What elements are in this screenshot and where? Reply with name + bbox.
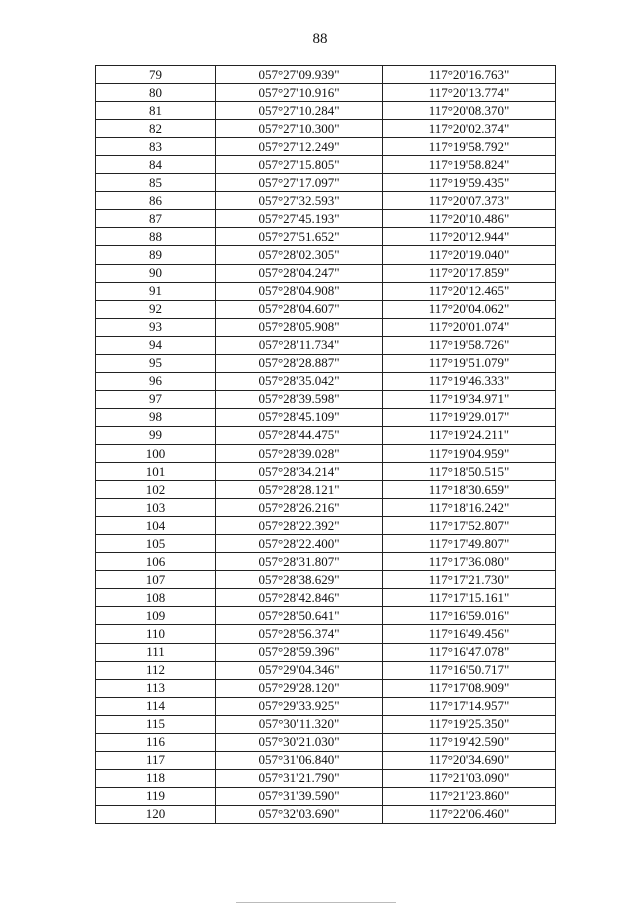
point-number-cell: 108 bbox=[96, 589, 216, 607]
table-row bbox=[96, 210, 556, 228]
point-number-cell: 93 bbox=[96, 318, 216, 336]
latitude-cell: 057°32'03.690" bbox=[216, 805, 383, 823]
longitude-cell: 117°20'10.486" bbox=[383, 210, 556, 228]
longitude-cell: 117°21'23.860" bbox=[383, 787, 556, 805]
table-row bbox=[96, 481, 556, 499]
longitude-cell: 117°20'34.690" bbox=[383, 751, 556, 769]
latitude-cell: 057°29'33.925" bbox=[216, 697, 383, 715]
table-row bbox=[96, 769, 556, 787]
table-row bbox=[96, 787, 556, 805]
longitude-cell: 117°17'36.080" bbox=[383, 553, 556, 571]
table-row bbox=[96, 715, 556, 733]
longitude-cell: 117°16'50.717" bbox=[383, 661, 556, 679]
latitude-cell: 057°28'04.908" bbox=[216, 282, 383, 300]
table-row bbox=[96, 318, 556, 336]
table-row bbox=[96, 553, 556, 571]
point-number-cell: 92 bbox=[96, 300, 216, 318]
point-number-cell: 83 bbox=[96, 138, 216, 156]
latitude-cell: 057°28'50.641" bbox=[216, 607, 383, 625]
latitude-cell: 057°30'21.030" bbox=[216, 733, 383, 751]
longitude-cell: 117°19'58.726" bbox=[383, 336, 556, 354]
page-number: 88 bbox=[312, 31, 328, 47]
longitude-cell: 117°18'50.515" bbox=[383, 463, 556, 481]
latitude-cell: 057°28'22.400" bbox=[216, 535, 383, 553]
point-number-cell: 101 bbox=[96, 463, 216, 481]
latitude-cell: 057°28'11.734" bbox=[216, 336, 383, 354]
latitude-cell: 057°28'56.374" bbox=[216, 625, 383, 643]
coordinates-table-body bbox=[96, 66, 556, 824]
point-number-cell: 104 bbox=[96, 517, 216, 535]
longitude-cell: 117°16'59.016" bbox=[383, 607, 556, 625]
table-row bbox=[96, 354, 556, 372]
table-row bbox=[96, 66, 556, 84]
point-number-cell: 94 bbox=[96, 336, 216, 354]
point-number-cell: 97 bbox=[96, 390, 216, 408]
point-number-cell: 84 bbox=[96, 156, 216, 174]
point-number-cell: 113 bbox=[96, 679, 216, 697]
latitude-cell: 057°28'28.887" bbox=[216, 354, 383, 372]
point-number-cell: 116 bbox=[96, 733, 216, 751]
table-row bbox=[96, 589, 556, 607]
latitude-cell: 057°28'44.475" bbox=[216, 426, 383, 444]
latitude-cell: 057°28'45.109" bbox=[216, 408, 383, 426]
latitude-cell: 057°27'15.805" bbox=[216, 156, 383, 174]
point-number-cell: 85 bbox=[96, 174, 216, 192]
point-number-cell: 87 bbox=[96, 210, 216, 228]
longitude-cell: 117°19'58.792" bbox=[383, 138, 556, 156]
point-number-cell: 82 bbox=[96, 120, 216, 138]
latitude-cell: 057°28'28.121" bbox=[216, 481, 383, 499]
table-row bbox=[96, 805, 556, 823]
longitude-cell: 117°19'04.959" bbox=[383, 444, 556, 462]
table-row bbox=[96, 426, 556, 444]
table-row bbox=[96, 535, 556, 553]
point-number-cell: 91 bbox=[96, 282, 216, 300]
point-number-cell: 114 bbox=[96, 697, 216, 715]
latitude-cell: 057°28'59.396" bbox=[216, 643, 383, 661]
table-row bbox=[96, 733, 556, 751]
latitude-cell: 057°27'12.249" bbox=[216, 138, 383, 156]
longitude-cell: 117°21'03.090" bbox=[383, 769, 556, 787]
latitude-cell: 057°28'38.629" bbox=[216, 571, 383, 589]
point-number-cell: 90 bbox=[96, 264, 216, 282]
point-number-cell: 109 bbox=[96, 607, 216, 625]
table-row bbox=[96, 120, 556, 138]
longitude-cell: 117°22'06.460" bbox=[383, 805, 556, 823]
longitude-cell: 117°19'46.333" bbox=[383, 372, 556, 390]
longitude-cell: 117°19'42.590" bbox=[383, 733, 556, 751]
latitude-cell: 057°27'45.193" bbox=[216, 210, 383, 228]
longitude-cell: 117°20'12.465" bbox=[383, 282, 556, 300]
latitude-cell: 057°27'10.300" bbox=[216, 120, 383, 138]
longitude-cell: 117°19'59.435" bbox=[383, 174, 556, 192]
latitude-cell: 057°28'34.214" bbox=[216, 463, 383, 481]
table-row bbox=[96, 102, 556, 120]
latitude-cell: 057°27'32.593" bbox=[216, 192, 383, 210]
longitude-cell: 117°17'08.909" bbox=[383, 679, 556, 697]
point-number-cell: 107 bbox=[96, 571, 216, 589]
longitude-cell: 117°17'14.957" bbox=[383, 697, 556, 715]
table-row bbox=[96, 174, 556, 192]
latitude-cell: 057°28'05.908" bbox=[216, 318, 383, 336]
point-number-cell: 99 bbox=[96, 426, 216, 444]
longitude-cell: 117°20'17.859" bbox=[383, 264, 556, 282]
point-number-cell: 120 bbox=[96, 805, 216, 823]
latitude-cell: 057°27'51.652" bbox=[216, 228, 383, 246]
table-row bbox=[96, 444, 556, 462]
table-row bbox=[96, 372, 556, 390]
latitude-cell: 057°28'04.247" bbox=[216, 264, 383, 282]
latitude-cell: 057°27'10.916" bbox=[216, 84, 383, 102]
longitude-cell: 117°19'34.971" bbox=[383, 390, 556, 408]
point-number-cell: 88 bbox=[96, 228, 216, 246]
latitude-cell: 057°28'26.216" bbox=[216, 499, 383, 517]
longitude-cell: 117°16'49.456" bbox=[383, 625, 556, 643]
table-row bbox=[96, 408, 556, 426]
latitude-cell: 057°31'21.790" bbox=[216, 769, 383, 787]
table-row bbox=[96, 336, 556, 354]
point-number-cell: 110 bbox=[96, 625, 216, 643]
point-number-cell: 102 bbox=[96, 481, 216, 499]
longitude-cell: 117°19'25.350" bbox=[383, 715, 556, 733]
latitude-cell: 057°28'35.042" bbox=[216, 372, 383, 390]
longitude-cell: 117°17'49.807" bbox=[383, 535, 556, 553]
table-row bbox=[96, 463, 556, 481]
longitude-cell: 117°18'16.242" bbox=[383, 499, 556, 517]
latitude-cell: 057°29'28.120" bbox=[216, 679, 383, 697]
point-number-cell: 95 bbox=[96, 354, 216, 372]
longitude-cell: 117°17'15.161" bbox=[383, 589, 556, 607]
point-number-cell: 106 bbox=[96, 553, 216, 571]
latitude-cell: 057°28'02.305" bbox=[216, 246, 383, 264]
point-number-cell: 103 bbox=[96, 499, 216, 517]
table-row bbox=[96, 697, 556, 715]
latitude-cell: 057°28'31.807" bbox=[216, 553, 383, 571]
longitude-cell: 117°20'04.062" bbox=[383, 300, 556, 318]
table-row bbox=[96, 517, 556, 535]
point-number-cell: 96 bbox=[96, 372, 216, 390]
latitude-cell: 057°28'22.392" bbox=[216, 517, 383, 535]
longitude-cell: 117°20'13.774" bbox=[383, 84, 556, 102]
table-row bbox=[96, 264, 556, 282]
point-number-cell: 79 bbox=[96, 66, 216, 84]
point-number-cell: 98 bbox=[96, 408, 216, 426]
latitude-cell: 057°27'10.284" bbox=[216, 102, 383, 120]
latitude-cell: 057°27'09.939" bbox=[216, 66, 383, 84]
point-number-cell: 80 bbox=[96, 84, 216, 102]
longitude-cell: 117°17'21.730" bbox=[383, 571, 556, 589]
point-number-cell: 115 bbox=[96, 715, 216, 733]
point-number-cell: 89 bbox=[96, 246, 216, 264]
latitude-cell: 057°27'17.097" bbox=[216, 174, 383, 192]
table-row bbox=[96, 282, 556, 300]
longitude-cell: 117°20'12.944" bbox=[383, 228, 556, 246]
scan-edge-line bbox=[236, 902, 396, 903]
point-number-cell: 105 bbox=[96, 535, 216, 553]
longitude-cell: 117°16'47.078" bbox=[383, 643, 556, 661]
longitude-cell: 117°19'29.017" bbox=[383, 408, 556, 426]
table-row bbox=[96, 156, 556, 174]
latitude-cell: 057°31'06.840" bbox=[216, 751, 383, 769]
longitude-cell: 117°20'01.074" bbox=[383, 318, 556, 336]
latitude-cell: 057°28'42.846" bbox=[216, 589, 383, 607]
longitude-cell: 117°20'02.374" bbox=[383, 120, 556, 138]
latitude-cell: 057°30'11.320" bbox=[216, 715, 383, 733]
table-row bbox=[96, 607, 556, 625]
longitude-cell: 117°20'07.373" bbox=[383, 192, 556, 210]
longitude-cell: 117°17'52.807" bbox=[383, 517, 556, 535]
longitude-cell: 117°20'19.040" bbox=[383, 246, 556, 264]
point-number-cell: 112 bbox=[96, 661, 216, 679]
latitude-cell: 057°28'04.607" bbox=[216, 300, 383, 318]
latitude-cell: 057°28'39.028" bbox=[216, 444, 383, 462]
point-number-cell: 118 bbox=[96, 769, 216, 787]
latitude-cell: 057°31'39.590" bbox=[216, 787, 383, 805]
table-row bbox=[96, 300, 556, 318]
longitude-cell: 117°20'16.763" bbox=[383, 66, 556, 84]
longitude-cell: 117°20'08.370" bbox=[383, 102, 556, 120]
table-row bbox=[96, 643, 556, 661]
table-row bbox=[96, 679, 556, 697]
table-row bbox=[96, 661, 556, 679]
table-row bbox=[96, 751, 556, 769]
table-row bbox=[96, 625, 556, 643]
point-number-cell: 86 bbox=[96, 192, 216, 210]
latitude-cell: 057°28'39.598" bbox=[216, 390, 383, 408]
point-number-cell: 111 bbox=[96, 643, 216, 661]
table-row bbox=[96, 192, 556, 210]
longitude-cell: 117°19'24.211" bbox=[383, 426, 556, 444]
point-number-cell: 81 bbox=[96, 102, 216, 120]
point-number-cell: 117 bbox=[96, 751, 216, 769]
longitude-cell: 117°19'51.079" bbox=[383, 354, 556, 372]
table-row bbox=[96, 84, 556, 102]
table-row bbox=[96, 571, 556, 589]
coordinates-table bbox=[95, 65, 556, 824]
table-row bbox=[96, 246, 556, 264]
table-row bbox=[96, 390, 556, 408]
longitude-cell: 117°19'58.824" bbox=[383, 156, 556, 174]
point-number-cell: 119 bbox=[96, 787, 216, 805]
point-number-cell: 100 bbox=[96, 444, 216, 462]
table-row bbox=[96, 138, 556, 156]
table-row bbox=[96, 228, 556, 246]
table-row bbox=[96, 499, 556, 517]
longitude-cell: 117°18'30.659" bbox=[383, 481, 556, 499]
latitude-cell: 057°29'04.346" bbox=[216, 661, 383, 679]
